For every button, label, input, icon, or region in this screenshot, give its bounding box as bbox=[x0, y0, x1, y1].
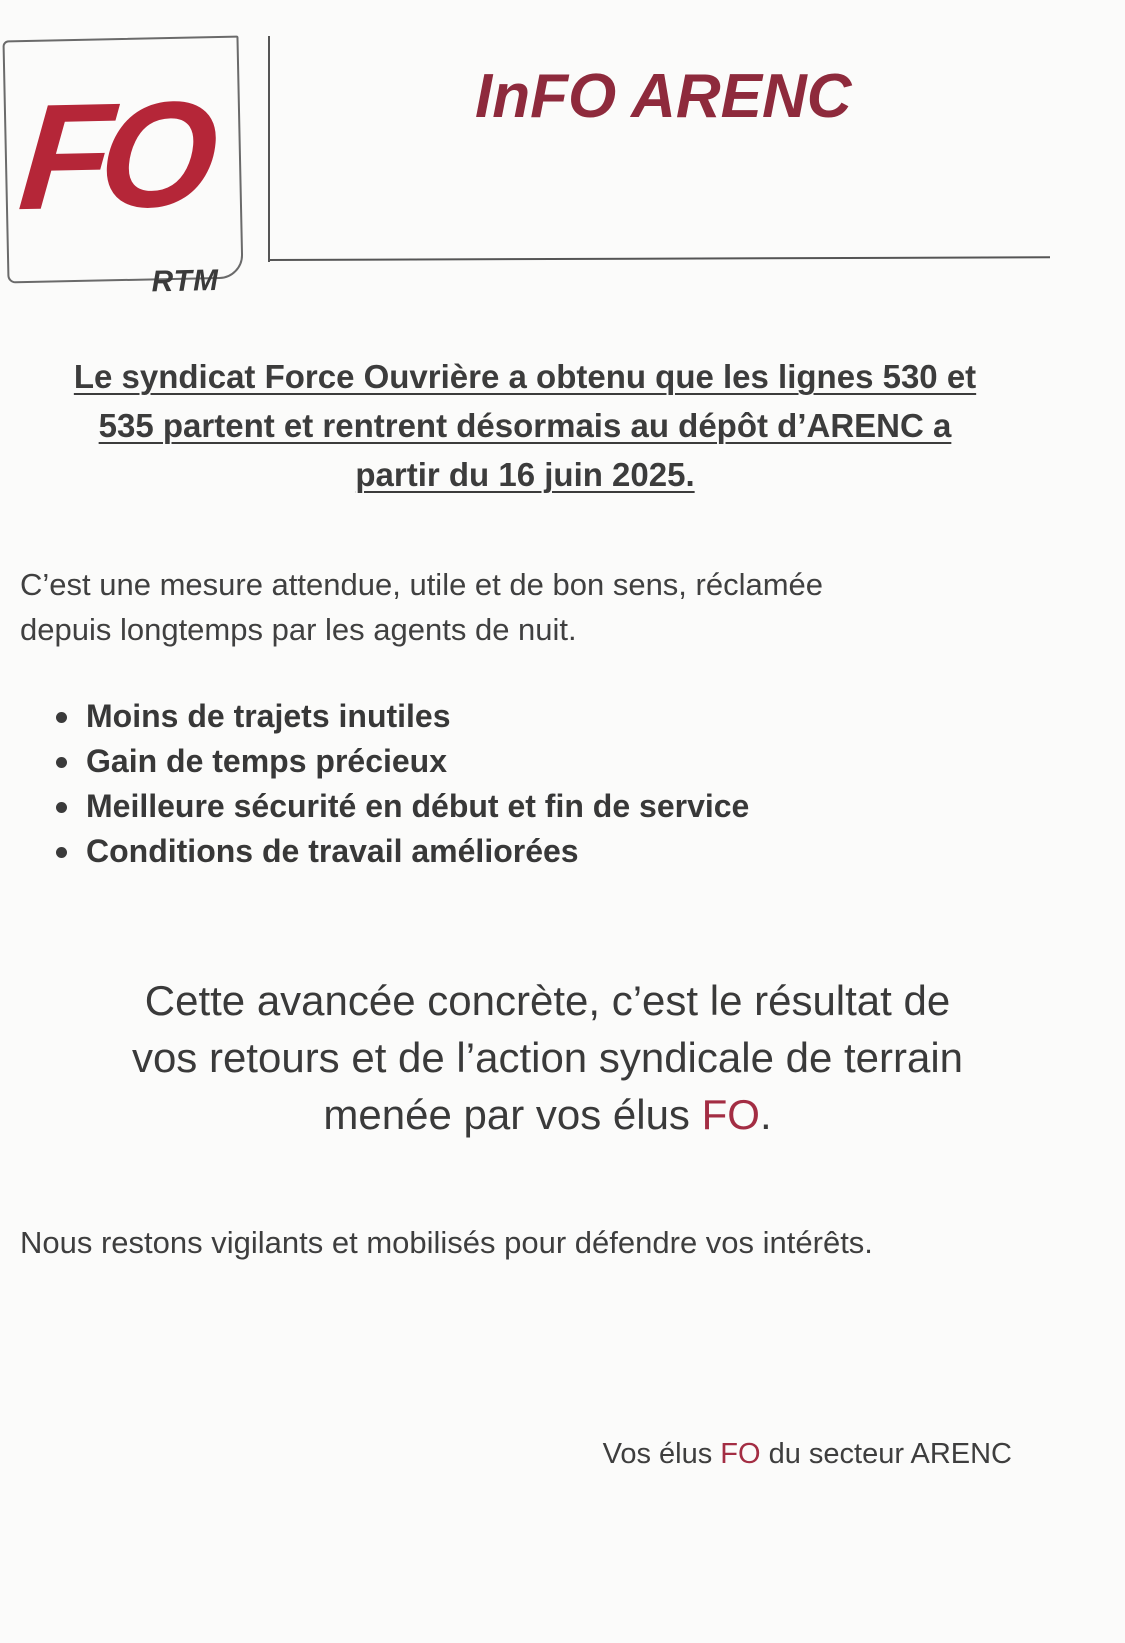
closing-sentence: Nous restons vigilants et mobilisés pour défendre vos intérêts. bbox=[20, 1225, 873, 1260]
bullet-icon bbox=[56, 802, 67, 813]
list-item-text: Moins de trajets inutiles bbox=[86, 698, 451, 734]
header-horizontal-divider bbox=[268, 256, 1050, 261]
statement-paragraph bbox=[30, 972, 1065, 1143]
header-vertical-divider bbox=[268, 36, 270, 262]
signature bbox=[603, 1434, 1012, 1474]
intro-paragraph bbox=[20, 562, 1020, 652]
page-title: InFO ARENC bbox=[475, 62, 852, 131]
intro-line-1: C’est une mesure attendue, utile et de bon sens, réclamée bbox=[20, 567, 824, 602]
headline bbox=[20, 352, 1030, 499]
statement-line-3-prefix: menée par vos élus bbox=[323, 1091, 702, 1138]
benefits-list bbox=[52, 694, 749, 874]
statement-fo-highlight: FO bbox=[701, 1091, 760, 1138]
bullet-icon bbox=[56, 847, 67, 858]
statement-line-2: vos retours et de l’action syndicale de terrain bbox=[131, 1034, 964, 1081]
bullet-icon bbox=[56, 712, 67, 723]
headline-line-2: 535 partent et rentrent désormais au dépôt d’ARENC a bbox=[98, 407, 952, 444]
fo-rtm-logo bbox=[2, 36, 243, 299]
bullet-icon bbox=[56, 757, 67, 768]
list-item-text: Gain de temps précieux bbox=[86, 743, 448, 779]
logo-rtm-text: RTM bbox=[151, 264, 220, 299]
statement-line-3-suffix: . bbox=[759, 1091, 772, 1138]
list-item bbox=[52, 829, 749, 874]
list-item bbox=[52, 694, 749, 739]
signature-fo-highlight: FO bbox=[720, 1438, 761, 1470]
statement-line-1: Cette avancée concrète, c’est le résultat de bbox=[144, 977, 951, 1024]
signature-suffix: du secteur ARENC bbox=[760, 1438, 1012, 1470]
logo-fo-text: FO bbox=[13, 69, 213, 242]
list-item-text: Conditions de travail améliorées bbox=[86, 833, 579, 869]
signature-prefix: Vos élus bbox=[602, 1438, 721, 1470]
list-item bbox=[52, 784, 749, 829]
list-item-text: Meilleure sécurité en début et fin de service bbox=[86, 788, 750, 824]
headline-line-3: partir du 16 juin 2025. bbox=[355, 456, 695, 493]
headline-line-1: Le syndicat Force Ouvrière a obtenu que les lignes 530 et bbox=[73, 358, 977, 395]
list-item bbox=[52, 739, 749, 784]
intro-line-2: depuis longtemps par les agents de nuit. bbox=[20, 612, 577, 647]
